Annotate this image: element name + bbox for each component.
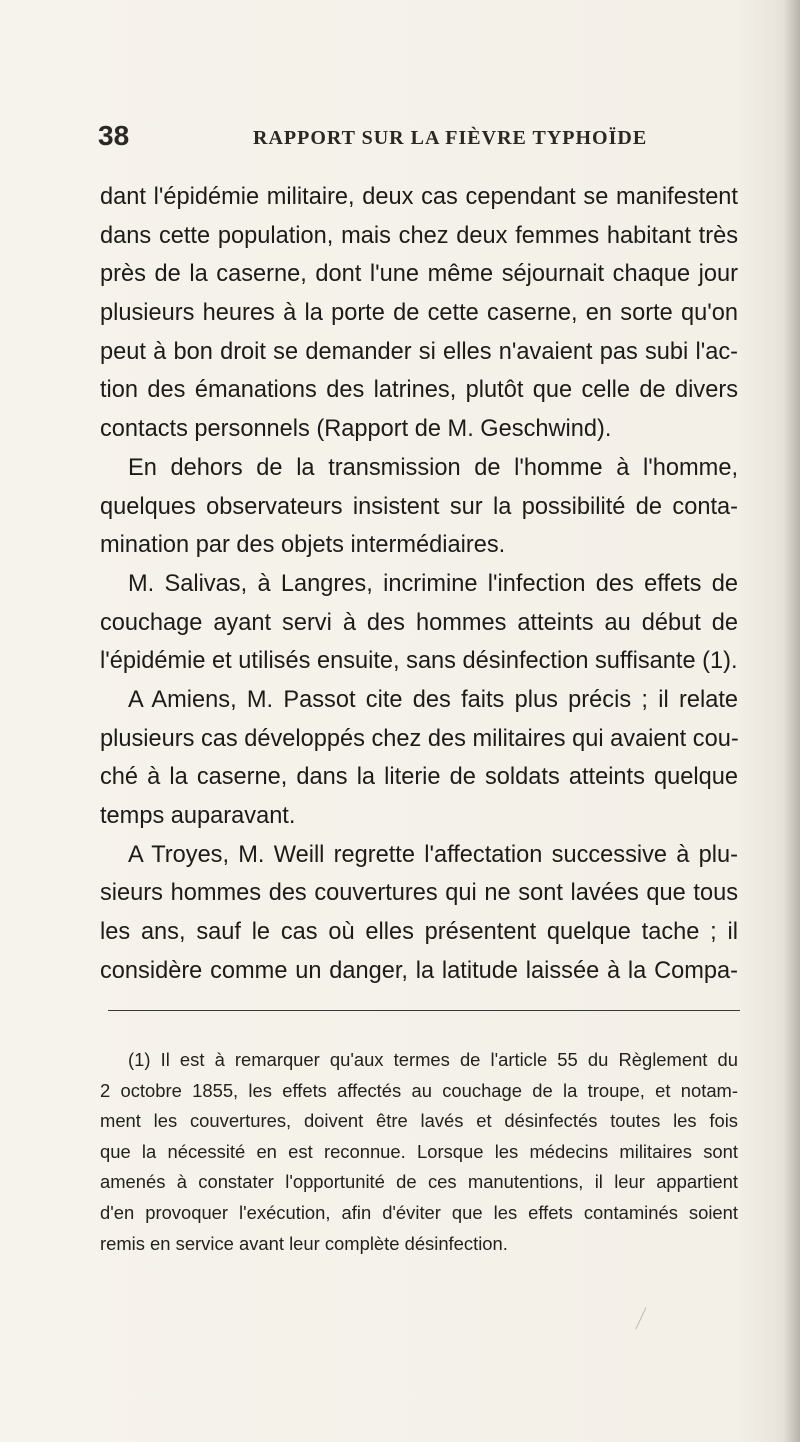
text-line: plusieurs cas développés chez des militaires qui avaient cou- <box>100 725 739 752</box>
footnote-line: ment les couvertures, doivent être lavés et désinfectés toutes les fois <box>100 1110 738 1132</box>
text-line: les ans, sauf le cas où elles présentent quelque tache ; il <box>100 919 738 946</box>
page-number: 38 <box>98 120 130 151</box>
text-line: mination par des objets intermédiaires. <box>100 532 506 559</box>
text-line: A Amiens, M. Passot cite des faits plus précis ; il relate <box>128 686 738 713</box>
text-line: couchage ayant servi à des hommes atteints au début de <box>100 609 738 636</box>
main-text <box>100 178 738 990</box>
page-edge-shadow <box>784 0 800 1442</box>
footnote-line: 2 octobre 1855, les effets affectés au couchage de la troupe, et notam- <box>100 1079 738 1101</box>
text-line: sieurs hommes des couvertures qui ne sont lavées que tous <box>100 880 738 907</box>
footnote-line: remis en service avant leur complète désinfection. <box>100 1232 508 1254</box>
text-line: M. Salivas, à Langres, incrimine l'infection des effets de <box>128 570 738 597</box>
text-line: tion des émanations des latrines, plutôt que celle de divers <box>100 377 738 404</box>
footnote-divider <box>108 1010 740 1011</box>
text-line: quelques observateurs insistent sur la possibilité de conta- <box>100 493 738 520</box>
footnote-line: que la nécessité en est reconnue. Lorsque les médecins militaires sont <box>100 1140 738 1162</box>
text-line: A Troyes, M. Weill regrette l'affectation successive à plu- <box>128 841 738 868</box>
text-line: plusieurs heures à la porte de cette caserne, en sorte qu'on <box>100 300 738 327</box>
text-line: dant l'épidémie militaire, deux cas cependant se manifestent <box>100 184 738 210</box>
text-line: peut à bon droit se demander si elles n'avaient pas subi l'ac- <box>100 338 738 365</box>
stray-mark <box>635 1307 653 1333</box>
text-line: ché à la caserne, dans la literie de soldats atteints quelque <box>100 764 738 791</box>
page-header <box>98 120 718 160</box>
footnote-line: (1) Il est à remarquer qu'aux termes de l'article 55 du Règlement du <box>128 1049 738 1070</box>
footnote <box>100 1045 738 1259</box>
text-line: En dehors de la transmission de l'homme à l'homme, <box>128 454 738 481</box>
text-line: temps auparavant. <box>100 803 296 829</box>
running-title: RAPPORT SUR LA FIÈVRE TYPHOÏDE <box>253 127 648 149</box>
text-line: l'épidémie et utilisés ensuite, sans désinfection suffisante (1). <box>100 648 738 675</box>
text-line: contacts personnels (Rapport de M. Geschwind). <box>100 416 612 443</box>
footnote-line: d'en provoquer l'exécution, afin d'éviter que les effets contaminés soient <box>100 1201 738 1223</box>
footnote-line: amenés à constater l'opportunité de ces manutentions, il leur appartient <box>100 1171 738 1193</box>
text-line: dans cette population, mais chez deux femmes habitant très <box>100 222 738 249</box>
text-line: près de la caserne, dont l'une même séjournait chaque jour <box>100 261 738 288</box>
text-line: considère comme un danger, la latitude laissée à la Compa- <box>100 957 738 984</box>
